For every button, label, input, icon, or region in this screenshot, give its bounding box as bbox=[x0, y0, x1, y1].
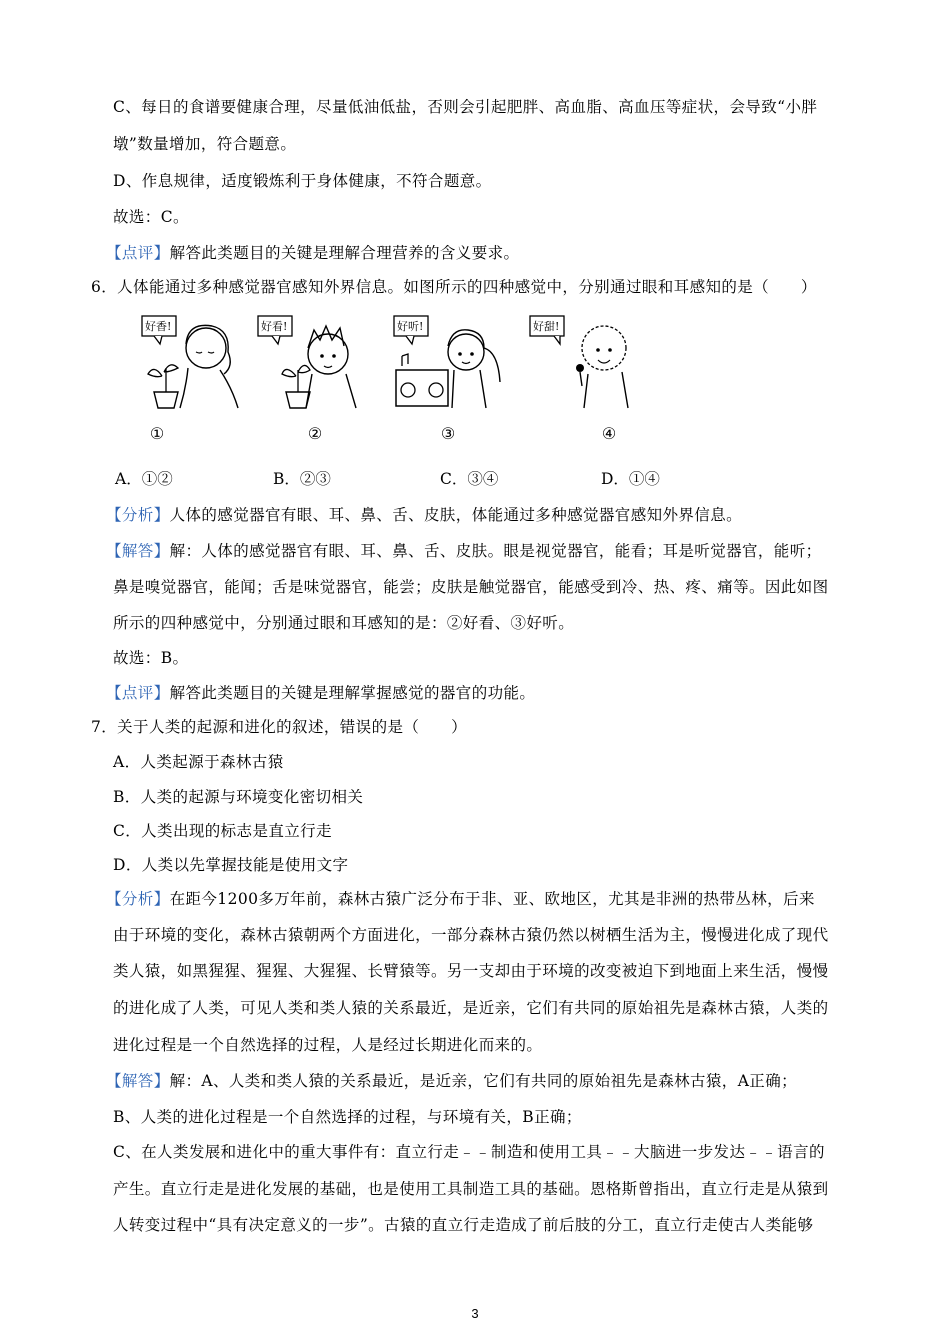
seeing-boy-figure bbox=[256, 312, 368, 412]
comment-text: 解答此类题目的关键是理解合理营养的含义要求。 bbox=[169, 244, 520, 262]
analysis-line: 的进化成了人类，可见人类和类人猿的关系最近，是近亲，它们有共同的原始祖先是森林古猿，人类的 bbox=[113, 999, 829, 1017]
analysis-text: 人体的感觉器官有眼、耳、鼻、舌、皮肤，体能通过多种感觉器官感知外界信息。 bbox=[169, 506, 743, 524]
comment-tag: 【点评】 bbox=[106, 684, 170, 702]
q5-comment bbox=[106, 242, 519, 264]
q6-analysis bbox=[106, 504, 742, 526]
answer-tag: 【解答】 bbox=[106, 542, 170, 560]
question-6-stem: 6．人体能通过多种感觉器官感知外界信息。如图所示的四种感觉中，分别通过眼和耳感知的是（ ） bbox=[91, 278, 817, 296]
analysis-line: 进化过程是一个自然选择的过程，人是经过长期进化而来的。 bbox=[113, 1036, 543, 1054]
comment-tag: 【点评】 bbox=[106, 244, 170, 262]
text-line: D、作息规律，适度锻炼利于身体健康，不符合题意。 bbox=[113, 172, 492, 190]
bubble-text-2: 好看! bbox=[261, 320, 288, 333]
answer-line: 产生。直立行走是进化发展的基础，也是使用工具制造工具的基础。恩格斯曾指出，直立行走是从猿到 bbox=[113, 1180, 829, 1198]
q6-answer bbox=[106, 540, 822, 562]
smelling-girl-figure bbox=[140, 312, 252, 412]
option-a: A．人类起源于森林古猿 bbox=[113, 753, 284, 771]
q7-answer bbox=[106, 1070, 797, 1092]
answer-line: 所示的四种感觉中，分别通过眼和耳感知的是：②好看、③好听。 bbox=[113, 614, 575, 632]
q7-analysis bbox=[106, 888, 815, 910]
question-7-stem: 7．关于人类的起源和进化的叙述，错误的是（ ） bbox=[91, 718, 467, 736]
bubble-text-1: 好香! bbox=[145, 320, 172, 333]
analysis-line: 在距今1200多万年前，森林古猿广泛分布于非、亚、欧地区，尤其是非洲的热带丛林，后来 bbox=[169, 890, 815, 908]
analysis-line: 类人猿，如黑猩猩、猩猩、大猩猩、长臂猿等。另一支却由于环境的改变被迫下到地面上来生活，慢慢 bbox=[113, 962, 829, 980]
bubble-text-3: 好听! bbox=[397, 320, 424, 333]
text-line: C、每日的食谱要健康合理，尽量低油低盐，否则会引起肥胖、高血脂、高血压等症状，会导致“小胖 bbox=[113, 98, 818, 116]
tasting-boy-figure bbox=[528, 312, 640, 412]
answer-line: 鼻是嗅觉器官，能闻；舌是味觉器官，能尝；皮肤是触觉器官，能感受到冷、热、疼、痛等。因此如图 bbox=[113, 578, 829, 596]
figure-label: ③ bbox=[440, 424, 456, 443]
analysis-tag: 【分析】 bbox=[106, 890, 170, 908]
option-c: C．③④ bbox=[440, 470, 499, 488]
option-b: B．人类的起源与环境变化密切相关 bbox=[113, 788, 364, 806]
answer-line: 解：A、人类和类人猿的关系最近，是近亲，它们有共同的原始祖先是森林古猿，A正确； bbox=[169, 1072, 797, 1090]
answer-line: 故选：B。 bbox=[113, 649, 189, 667]
page-number: 3 bbox=[471, 1306, 479, 1321]
answer-line: B、人类的进化过程是一个自然选择的过程，与环境有关，B正确； bbox=[113, 1108, 582, 1126]
analysis-tag: 【分析】 bbox=[106, 506, 170, 524]
analysis-line: 由于环境的变化，森林古猿朝两个方面进化，一部分森林古猿仍然以树栖生活为主，慢慢进化成了现代 bbox=[113, 926, 829, 944]
answer-line: 人转变过程中“具有决定意义的一步”。古猿的直立行走造成了前后肢的分工，直立行走使古人类能够 bbox=[113, 1216, 814, 1234]
comment-text: 解答此类题目的关键是理解掌握感觉的器官的功能。 bbox=[169, 684, 536, 702]
answer-line: 解：人体的感觉器官有眼、耳、鼻、舌、皮肤。眼是视觉器官，能看；耳是听觉器官，能听； bbox=[169, 542, 822, 560]
figure-label: ② bbox=[307, 424, 323, 443]
figure-label: ① bbox=[149, 424, 165, 443]
text-line: 墩”数量增加，符合题意。 bbox=[113, 135, 297, 153]
option-b: B．②③ bbox=[273, 470, 331, 488]
answer-line: C、在人类发展和进化中的重大事件有：直立行走﹣﹣制造和使用工具﹣﹣大脑进一步发达﹣﹣语言的 bbox=[113, 1143, 825, 1161]
option-a: A．①② bbox=[115, 470, 173, 488]
figure-label: ④ bbox=[601, 424, 617, 443]
text-line: 故选：C。 bbox=[113, 208, 189, 226]
option-d: D．①④ bbox=[601, 470, 660, 488]
option-d: D．人类以先掌握技能是使用文字 bbox=[113, 856, 349, 874]
listening-girl-figure bbox=[392, 312, 504, 412]
q6-comment bbox=[106, 682, 535, 704]
option-c: C．人类出现的标志是直立行走 bbox=[113, 822, 332, 840]
bubble-text-4: 好甜! bbox=[533, 320, 560, 333]
answer-tag: 【解答】 bbox=[106, 1072, 170, 1090]
